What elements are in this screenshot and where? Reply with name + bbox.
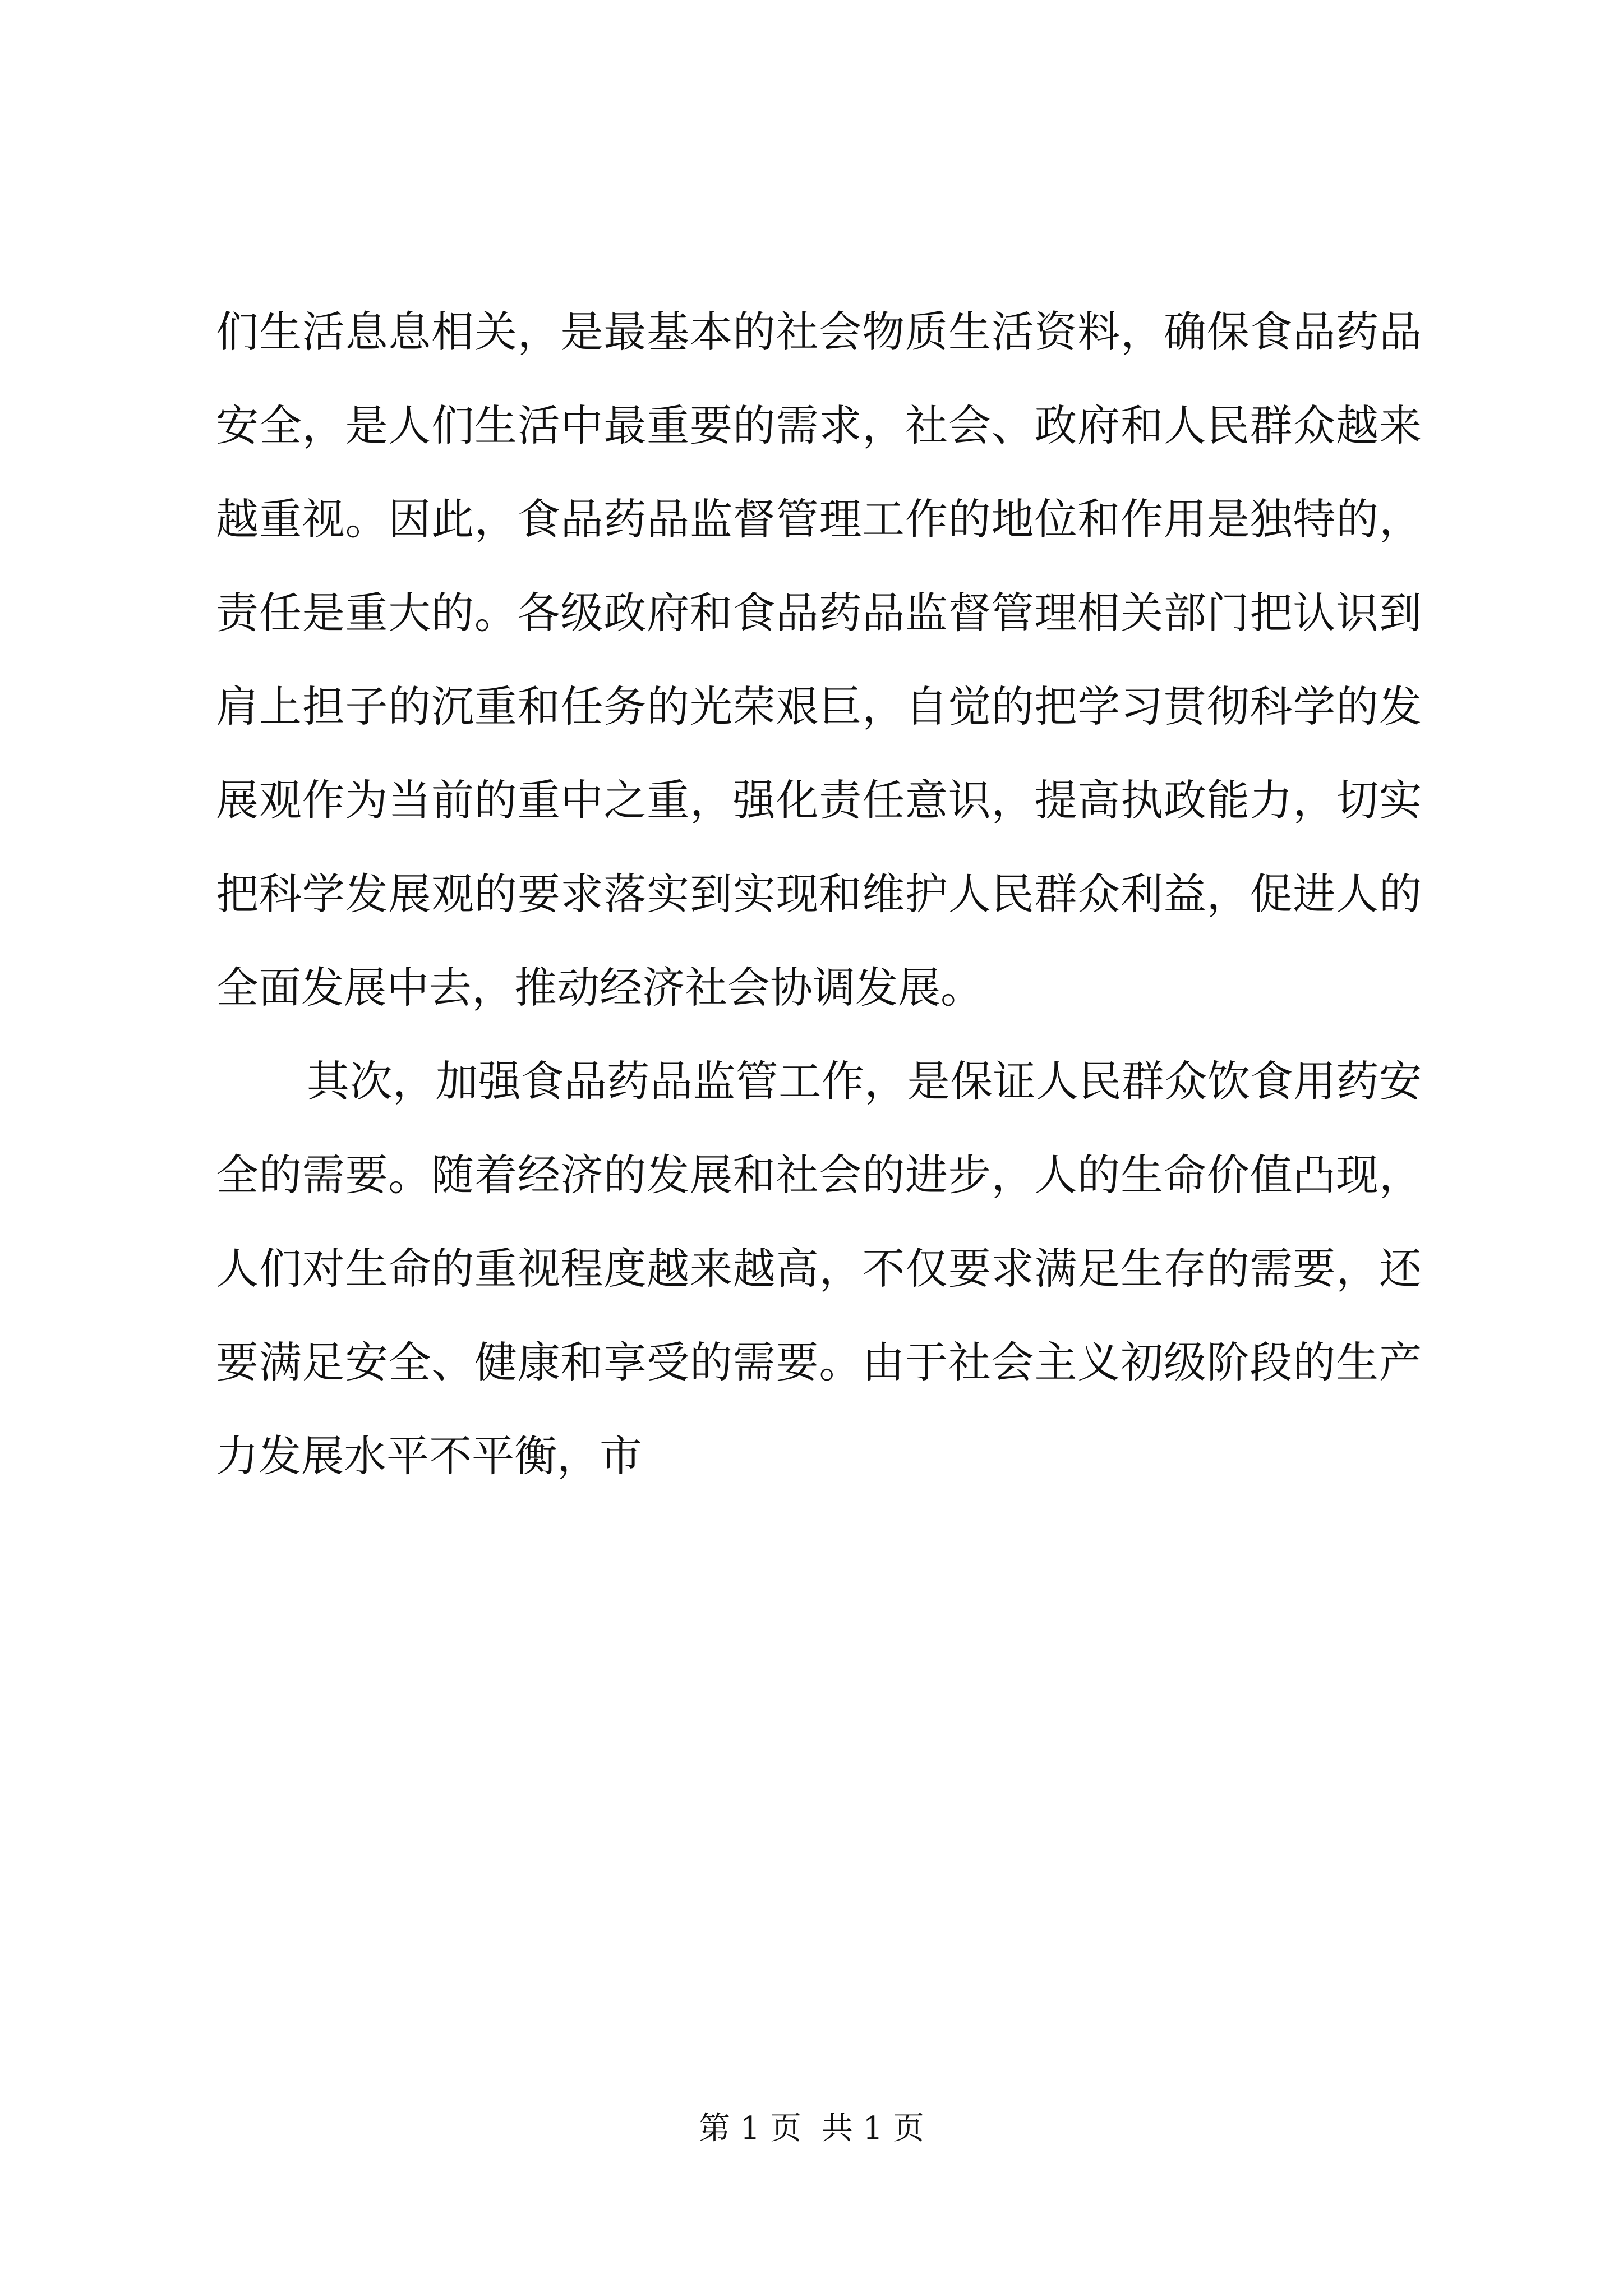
text-line: 其次，加强食品药品监管工作，是保证人民群众饮食用药安	[307, 1056, 1422, 1106]
text-line: 全的需要。随着经济的发展和社会的进步，人的生命价值凸现，	[216, 1150, 1422, 1200]
text-line: 力发展水平不平衡，市	[216, 1431, 642, 1481]
text-line: 肩上担子的沉重和任务的光荣艰巨，自觉的把学习贯彻科学的发	[216, 682, 1422, 731]
text-line: 责任是重大的。各级政府和食品药品监督管理相关部门把认识到	[216, 588, 1422, 638]
body-text	[216, 285, 1422, 1503]
paragraph-2	[216, 1034, 1422, 1503]
text-line: 要满足安全、健康和享受的需要。由于社会主义初级阶段的生产	[216, 1337, 1422, 1387]
text-line: 越重视。因此，食品药品监督管理工作的地位和作用是独特的，	[216, 494, 1422, 544]
text-line: 人们对生命的重视程度越来越高，不仅要求满足生存的需要，还	[216, 1244, 1422, 1294]
text-line: 展观作为当前的重中之重，强化责任意识，提高执政能力，切实	[216, 775, 1422, 825]
text-line: 全面发展中去，推动经济社会协调发展。	[216, 963, 983, 1013]
text-line: 们生活息息相关，是最基本的社会物质生活资料，确保食品药品	[216, 307, 1422, 357]
page-footer: 第 1 页 共 1 页	[698, 2110, 925, 2147]
text-line: 安全，是人们生活中最重要的需求，社会、政府和人民群众越来	[216, 401, 1422, 450]
paragraph-1	[216, 285, 1422, 1034]
text-line: 把科学发展观的要求落实到实现和维护人民群众利益，促进人的	[216, 869, 1422, 919]
